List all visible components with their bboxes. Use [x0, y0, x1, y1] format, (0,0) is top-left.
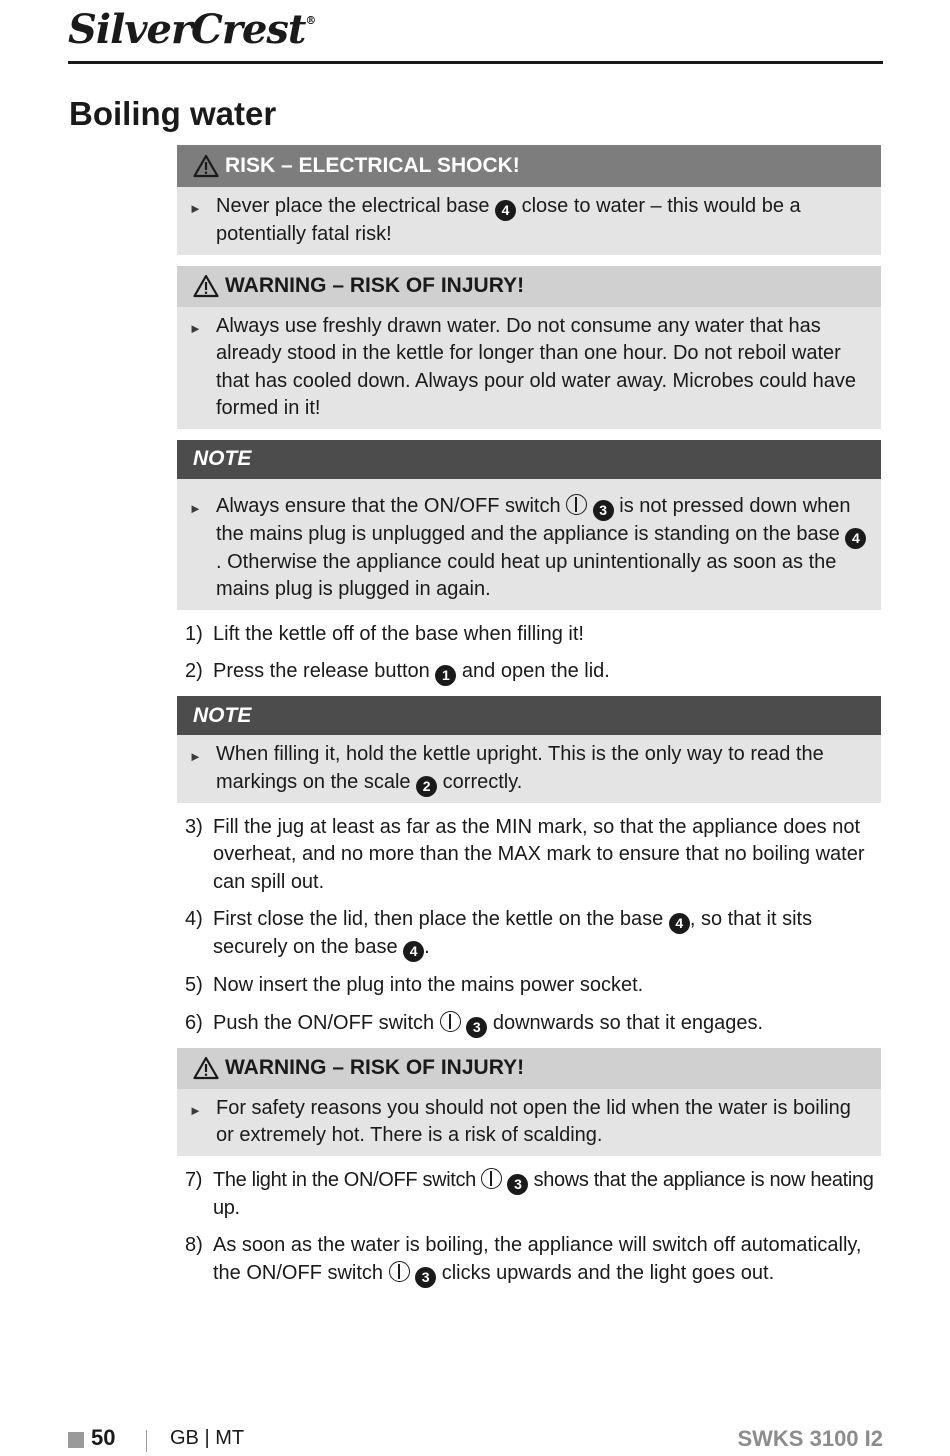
footer-languages: GB | MT — [170, 1427, 245, 1449]
warning-heading — [177, 266, 881, 307]
bullet-item — [189, 313, 869, 423]
step-item — [177, 906, 881, 962]
warning-body — [177, 1089, 881, 1156]
step-item — [177, 1010, 881, 1038]
bullet-item — [189, 741, 869, 797]
part-ref-4: 4 — [403, 941, 424, 962]
step-item — [177, 972, 881, 1000]
part-ref-4: 4 — [669, 913, 690, 934]
power-switch-icon — [440, 1011, 461, 1032]
part-ref-4: 4 — [845, 528, 866, 549]
bullet-arrow-icon: ► — [189, 500, 202, 516]
step-number: 5) — [185, 974, 203, 996]
text-segment: , so that it sits securely on the base — [213, 908, 813, 958]
warning-heading — [177, 1048, 881, 1089]
text-segment: As soon as the water is boiling, the appliance will switch off automatically, the ON/OFF switch — [213, 1234, 862, 1284]
page-title: Boiling water — [69, 95, 277, 132]
part-ref-3: 3 — [507, 1174, 528, 1195]
text-segment: Push the ON/OFF switch — [213, 1011, 435, 1034]
warning-triangle-icon — [193, 154, 219, 178]
text-segment: . — [424, 936, 430, 958]
text-segment: . Otherwise the appliance could heat up unintentionally as soon as the mains plug is plugged in again. — [216, 550, 837, 600]
note-heading: NOTE — [177, 696, 881, 735]
page-footer — [68, 1424, 883, 1454]
warning-heading-text: WARNING – RISK OF INJURY! — [225, 1056, 525, 1079]
risk-heading — [177, 145, 881, 187]
step-text — [213, 658, 881, 686]
text-segment: Never place the electrical base — [216, 195, 490, 217]
text-segment: and open the lid. — [461, 660, 610, 682]
bullet-arrow-icon: ► — [189, 201, 202, 216]
bullet-arrow-icon: ► — [189, 749, 202, 764]
text-segment: The light in the ON/OFF switch — [213, 1168, 476, 1191]
text-segment: downwards so that it engages. — [492, 1011, 764, 1034]
note-box — [177, 696, 881, 803]
part-ref-2: 2 — [416, 776, 437, 797]
brand-name: SilverCrest — [68, 6, 306, 53]
step-number: 2) — [185, 660, 203, 682]
step-text — [213, 1167, 881, 1223]
step-item — [177, 1167, 881, 1223]
text-segment: Always ensure that the ON/OFF switch — [216, 494, 561, 517]
part-ref-1: 1 — [435, 665, 456, 686]
page-number: 50 — [91, 1425, 116, 1450]
step-number: 1) — [185, 622, 203, 645]
note-box — [177, 440, 881, 610]
step-text: Lift the kettle off of the base when filling it! — [213, 622, 584, 645]
bullet-text — [216, 741, 869, 797]
step-text — [213, 1010, 881, 1038]
risk-electrical-shock-box — [177, 145, 881, 255]
text-segment: close to water – this would be a potentially fatal risk! — [216, 195, 801, 245]
bullet-text — [216, 493, 869, 604]
power-switch-icon — [389, 1261, 410, 1282]
text-segment: correctly. — [442, 770, 523, 793]
step-number: 3) — [185, 815, 203, 838]
step-text: Fill the jug at least as far as the MIN mark, so that the appliance does not overheat, and no more than the MAX mark to ensure that no boiling water can spill out. — [213, 815, 865, 893]
brand-logo — [68, 6, 315, 53]
warning-heading-text: WARNING – RISK OF INJURY! — [225, 274, 525, 297]
warning-body — [177, 307, 881, 429]
steps-list — [177, 814, 881, 1038]
part-ref-4: 4 — [495, 200, 516, 221]
bullet-arrow-icon: ► — [189, 320, 202, 336]
step-text: Now insert the plug into the mains power socket. — [213, 974, 644, 996]
manual-content — [177, 145, 881, 1298]
step-item — [177, 814, 881, 897]
warning-injury-box — [177, 1048, 881, 1156]
power-switch-icon — [481, 1168, 502, 1189]
warning-injury-box — [177, 266, 881, 429]
text-segment: shows that the appliance is now heating up. — [213, 1168, 874, 1219]
steps-list — [177, 1167, 881, 1288]
risk-body — [177, 187, 881, 255]
step-number: 7) — [185, 1168, 203, 1191]
warning-triangle-icon — [193, 274, 219, 298]
bullet-item — [189, 1095, 869, 1150]
part-ref-3: 3 — [466, 1017, 487, 1038]
model-number: SWKS 3100 I2 — [737, 1426, 883, 1451]
step-number: 8) — [185, 1234, 203, 1256]
power-switch-icon — [566, 494, 587, 515]
note-body — [177, 735, 881, 803]
step-item — [177, 1232, 881, 1288]
footer-divider — [146, 1430, 147, 1452]
step-text — [213, 1232, 881, 1288]
text-segment: is not pressed down when the mains plug is unplugged and the appliance is standing on the base — [216, 494, 851, 545]
text-segment: Press the release button — [213, 660, 430, 682]
part-ref-3: 3 — [415, 1267, 436, 1288]
part-ref-3: 3 — [593, 500, 614, 521]
warning-triangle-icon — [193, 1056, 219, 1080]
note-body — [177, 479, 881, 610]
bullet-text: For safety reasons you should not open the lid when the water is boiling or extremely hot. There is a risk of scalding. — [216, 1096, 851, 1146]
note-heading: NOTE — [177, 440, 881, 479]
bullet-item — [189, 193, 869, 249]
text-segment: clicks upwards and the light goes out. — [441, 1261, 775, 1284]
bullet-arrow-icon: ► — [189, 1102, 202, 1118]
bullet-text: Always use freshly drawn water. Do not consume any water that has already stood in the kettle for longer than one hour. Do not reboil water that has cooled down. Always pour old water away. Microbes could have formed in it! — [216, 314, 856, 419]
step-number: 6) — [185, 1011, 203, 1034]
text-segment: When filling it, hold the kettle upright. This is the only way to read the markings on the scale — [216, 743, 824, 793]
step-item — [177, 621, 881, 649]
text-segment: First close the lid, then place the kettle on the base — [213, 908, 664, 930]
step-text — [213, 906, 881, 962]
risk-heading-text: RISK – ELECTRICAL SHOCK! — [225, 154, 520, 177]
bullet-item — [189, 493, 869, 604]
header-rule — [68, 61, 883, 64]
step-item — [177, 658, 881, 686]
registered-mark: ® — [305, 14, 316, 27]
step-number: 4) — [185, 908, 203, 930]
bullet-text — [216, 193, 869, 249]
steps-list — [177, 621, 881, 687]
footer-square-marker — [68, 1432, 84, 1448]
